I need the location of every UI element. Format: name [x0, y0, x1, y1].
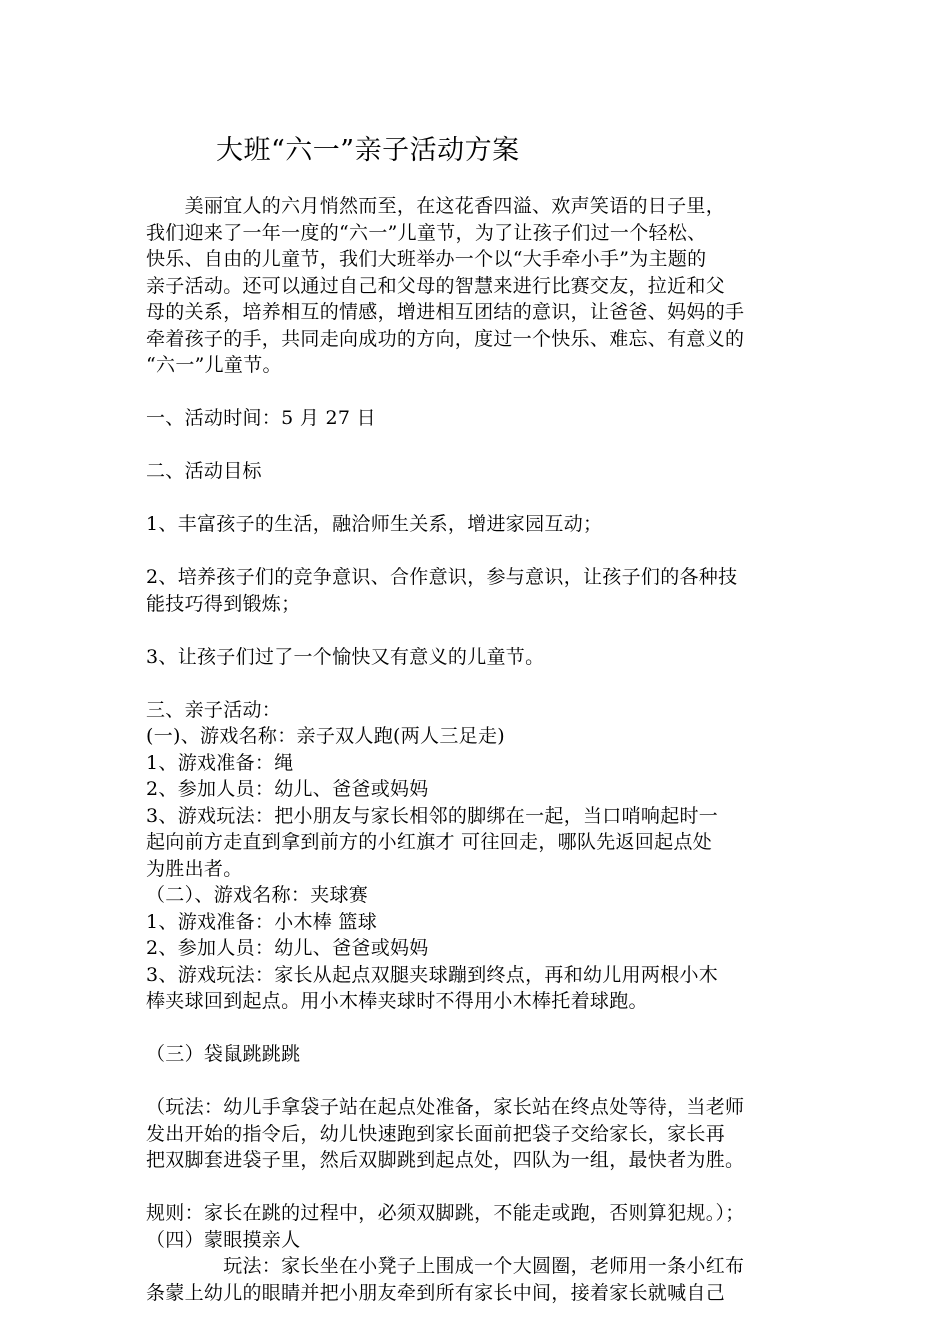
goal-item-1: 1、丰富孩子的生活，融洽师生关系，增进家园互动；: [146, 513, 603, 535]
section-activity-goals: 二、活动目标: [146, 460, 262, 482]
document-title: 大班“六一”亲子活动方案: [216, 135, 520, 166]
game-line: (一)、游戏名称：亲子双人跑(两人三足走): [146, 725, 505, 747]
game-line: 为胜出者。: [146, 857, 243, 880]
game-3-rule: 规则：家长在跳的过程中，必须双脚跳，不能走或跑，否则算犯规。）；: [146, 1202, 745, 1224]
goal-line: 能技巧得到锻炼；: [146, 592, 301, 615]
intro-line: 母的关系，培养相互的情感，增进相互团结的意识，让爸爸、妈妈的手: [146, 301, 745, 323]
game-1: [146, 723, 818, 882]
game-line: （四）蒙眼摸亲人: [146, 1228, 301, 1251]
intro-line: 牵着孩子的手，共同走向成功的方向，度过一个快乐、难忘、有意义的: [146, 327, 745, 350]
game-line: 3、游戏玩法：把小朋友与家长相邻的脚绑在一起，当口哨响起时一: [146, 804, 719, 827]
section-activity-time: 一、活动时间：5 月 27 日: [146, 407, 376, 429]
game-line: 发出开始的指令后，幼儿快速跑到家长面前把袋子交给家长，家长再: [146, 1122, 726, 1145]
game-line: （二）、游戏名称：夹球赛: [146, 884, 369, 906]
game-line: 2、参加人员：幼儿、爸爸或妈妈: [146, 937, 429, 959]
game-line: 起向前方走直到拿到前方的小红旗才 可往回走，哪队先返回起点处: [146, 831, 713, 853]
game-3-title: （三）袋鼠跳跳跳: [146, 1043, 301, 1065]
game-line: 条蒙上幼儿的眼睛并把小朋友牵到所有家长中间，接着家长就喊自己: [146, 1281, 726, 1304]
goal-line: 2、培养孩子们的竞争意识、合作意识，参与意识，让孩子们的各种技: [146, 566, 738, 588]
game-line: （玩法：幼儿手拿袋子站在起点处准备，家长站在终点处等待，当老师: [146, 1096, 745, 1118]
game-line: 玩法：家长坐在小凳子上围成一个大圆圈，老师用一条小红布: [146, 1255, 745, 1277]
intro-paragraph: [146, 193, 818, 379]
game-2: [146, 882, 818, 1015]
section-parent-child-activities: 三、亲子活动：: [146, 698, 282, 721]
goal-item-3: 3、让孩子们过了一个愉快又有意义的儿童节。: [146, 645, 545, 668]
intro-line: 美丽宜人的六月悄然而至，在这花香四溢、欢声笑语的日子里，: [146, 195, 726, 217]
intro-line: “六一”儿童节。: [146, 354, 282, 376]
intro-line: 亲子活动。还可以通过自己和父母的智慧来进行比赛交友，拉近和父: [146, 274, 726, 297]
game-line: 2、参加人员：幼儿、爸爸或妈妈: [146, 778, 429, 800]
goal-item-2: [146, 564, 818, 617]
game-line: 3、游戏玩法：家长从起点双腿夹球蹦到终点，再和幼儿用两根小木: [146, 963, 719, 986]
document-body: [146, 193, 818, 1306]
game-3-play: [146, 1094, 818, 1174]
game-line: 把双脚套进袋子里，然后双脚跳到起点处，四队为一组，最快者为胜。: [146, 1149, 745, 1171]
game-4: [146, 1227, 818, 1307]
intro-line: 我们迎来了一年一度的“六一”儿童节，为了让孩子们过一个轻松、: [146, 221, 707, 244]
game-line: 棒夹球回到起点。用小木棒夹球时不得用小木棒托着球跑。: [146, 990, 648, 1012]
game-line: 1、游戏准备：小木棒 篮球: [146, 910, 378, 933]
game-line: 1、游戏准备：绳: [146, 751, 294, 774]
intro-line: 快乐、自由的儿童节，我们大班举办一个以“大手牵小手”为主题的: [146, 248, 707, 270]
